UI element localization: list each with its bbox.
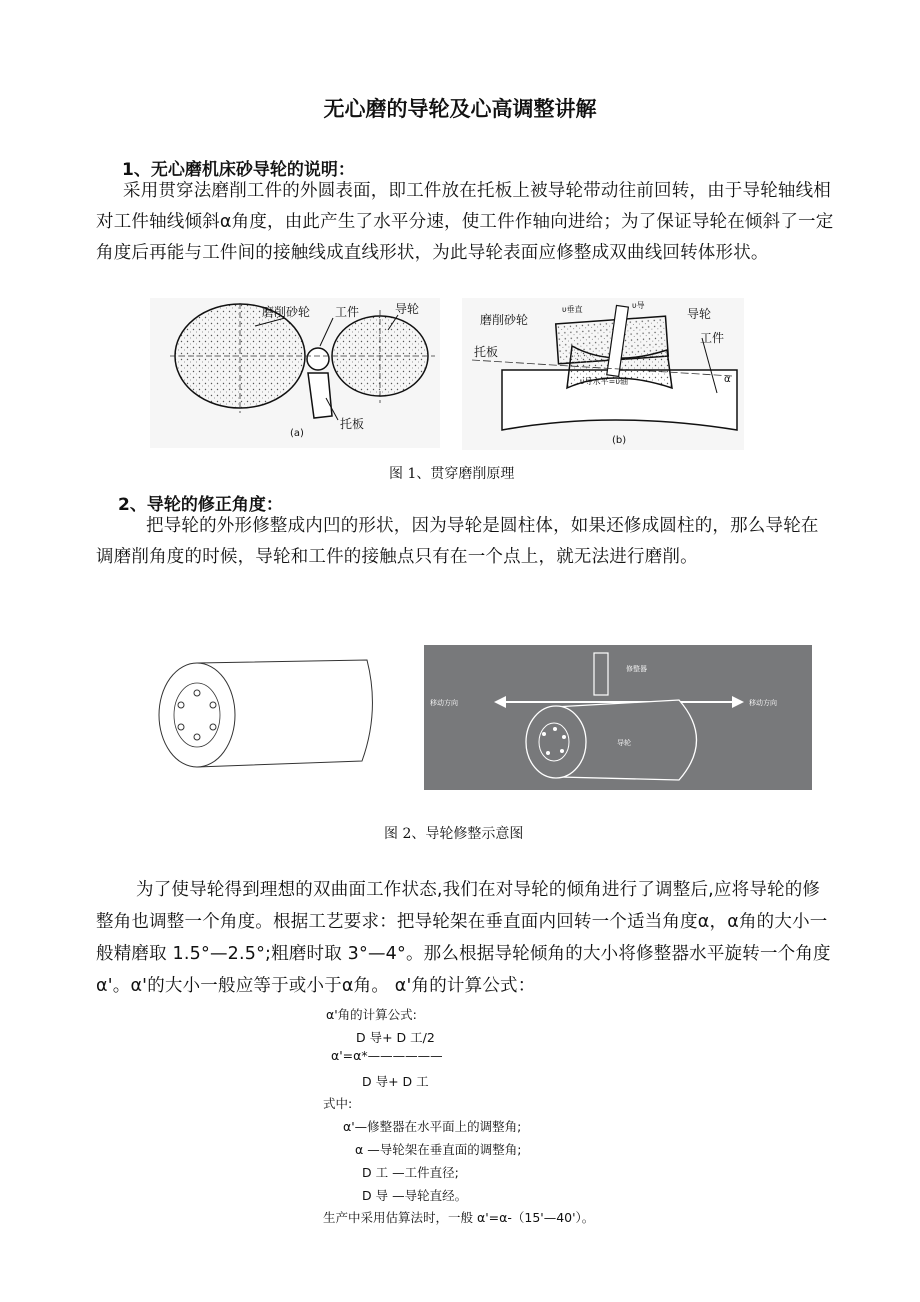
fig1b-label-workpiece: 工件 <box>700 331 725 345</box>
figure2-cylinder-drawing <box>152 655 382 773</box>
section3-body: 为了使导轮得到理想的双曲面工作状态,我们在对导轮的倾角进行了调整后,应将导轮的修整角也调整一个角度。根据工艺要求：把导轮架在垂直面内回转一个适当角度α，α角的大小一般精磨取 1.5°—2.5°;粗磨时取 3°—4°。那么根据导轮倾角的大小将修整器水平旋转一个角度α'。α'的大小一般应等于或小于α角。 α'角的计算公式： <box>96 880 831 996</box>
formula-def1: α'—修整器在水平面上的调整角; <box>343 1119 522 1134</box>
dresser-shape <box>594 653 608 695</box>
fig1a-label-rest-plate: 托板 <box>340 417 365 431</box>
formula-denominator: D 导+ D 工 <box>362 1074 429 1089</box>
fig1b-tag: (b) <box>612 435 627 446</box>
formula-intro: α'角的计算公式: <box>326 1007 417 1022</box>
fig1a-label-grinding-wheel: 磨削砂轮 <box>262 305 311 319</box>
fig1a-label-workpiece: 工件 <box>335 305 360 319</box>
formula-estimate: 生产中采用估算法时，一般 α'=α-（15'—40'）。 <box>323 1210 595 1225</box>
fig1a-label-guide-wheel: 导轮 <box>395 302 420 316</box>
fig2-label-dresser: 修整器 <box>626 665 647 673</box>
formula-lhs <box>331 1048 443 1063</box>
formula-def2: α —导轮架在垂直面的调整角; <box>355 1142 522 1157</box>
figure1-a-diagram <box>150 298 440 448</box>
fig2-label-guide-wheel: 导轮 <box>617 739 631 747</box>
fig1b-label-v-vertical: υ垂直 <box>562 305 583 314</box>
formula-where: 式中: <box>323 1096 353 1111</box>
fig1b-label-guide-wheel: 导轮 <box>687 307 712 321</box>
formula-lhs-text: α'=α* <box>331 1048 368 1063</box>
formula-def3: D 工 —工件直径; <box>362 1165 459 1180</box>
fig1b-label-alpha: α <box>724 374 731 385</box>
section2-body: 把导轮的外形修整成内凹的形状，因为导轮是圆柱体，如果还修成圆柱的，那么导轮在调磨削角度的时候，导轮和工件的接触点只有在一个点上，就无法进行磨削。 <box>96 516 819 567</box>
section1-body: 采用贯穿法磨削工件的外圆表面，即工件放在托板上被导轮带动往前回转，由于导轮轴线相对工件轴线倾斜α角度，由此产生了水平分速，使工件作轴向进给；为了保证导轮在倾斜了一定角度后再能与工件间的接触线成直线形状，为此导轮表面应修整成双曲线回转体形状。 <box>96 181 834 263</box>
formula-fraction-bar: —————— <box>367 1048 443 1063</box>
fig1b-label-grinding-wheel: 磨削砂轮 <box>480 313 529 327</box>
section2-heading: 2、导轮的修正角度： <box>118 495 283 515</box>
formula-numerator: D 导+ D 工/2 <box>356 1030 435 1045</box>
page-title: 无心磨的导轮及心高调整讲解 <box>323 97 597 121</box>
section1-heading: 1、无心磨机床砂导轮的说明： <box>122 160 355 180</box>
fig1b-label-rest-plate: 托板 <box>474 345 499 359</box>
figure2-caption: 图 2、导轮修整示意图 <box>384 826 524 842</box>
figure2-dressing-schematic <box>424 645 812 790</box>
workpiece-shape <box>307 348 329 370</box>
formula-def4: D 导 —导轮直经。 <box>362 1188 468 1203</box>
grinding-wheel-shape <box>175 304 305 408</box>
fig1b-label-v-horizontal: υ导水平=υ轴 <box>580 377 628 386</box>
fig2-label-move-left: 移动方向 <box>430 699 458 707</box>
fig2-label-move-right: 移动方向 <box>749 699 777 707</box>
fig1a-tag: (a) <box>290 428 304 439</box>
fig1b-label-v-guide: υ导 <box>632 301 645 310</box>
figure1-b-diagram <box>462 298 744 450</box>
figure1-caption: 图 1、贯穿磨削原理 <box>389 466 515 482</box>
